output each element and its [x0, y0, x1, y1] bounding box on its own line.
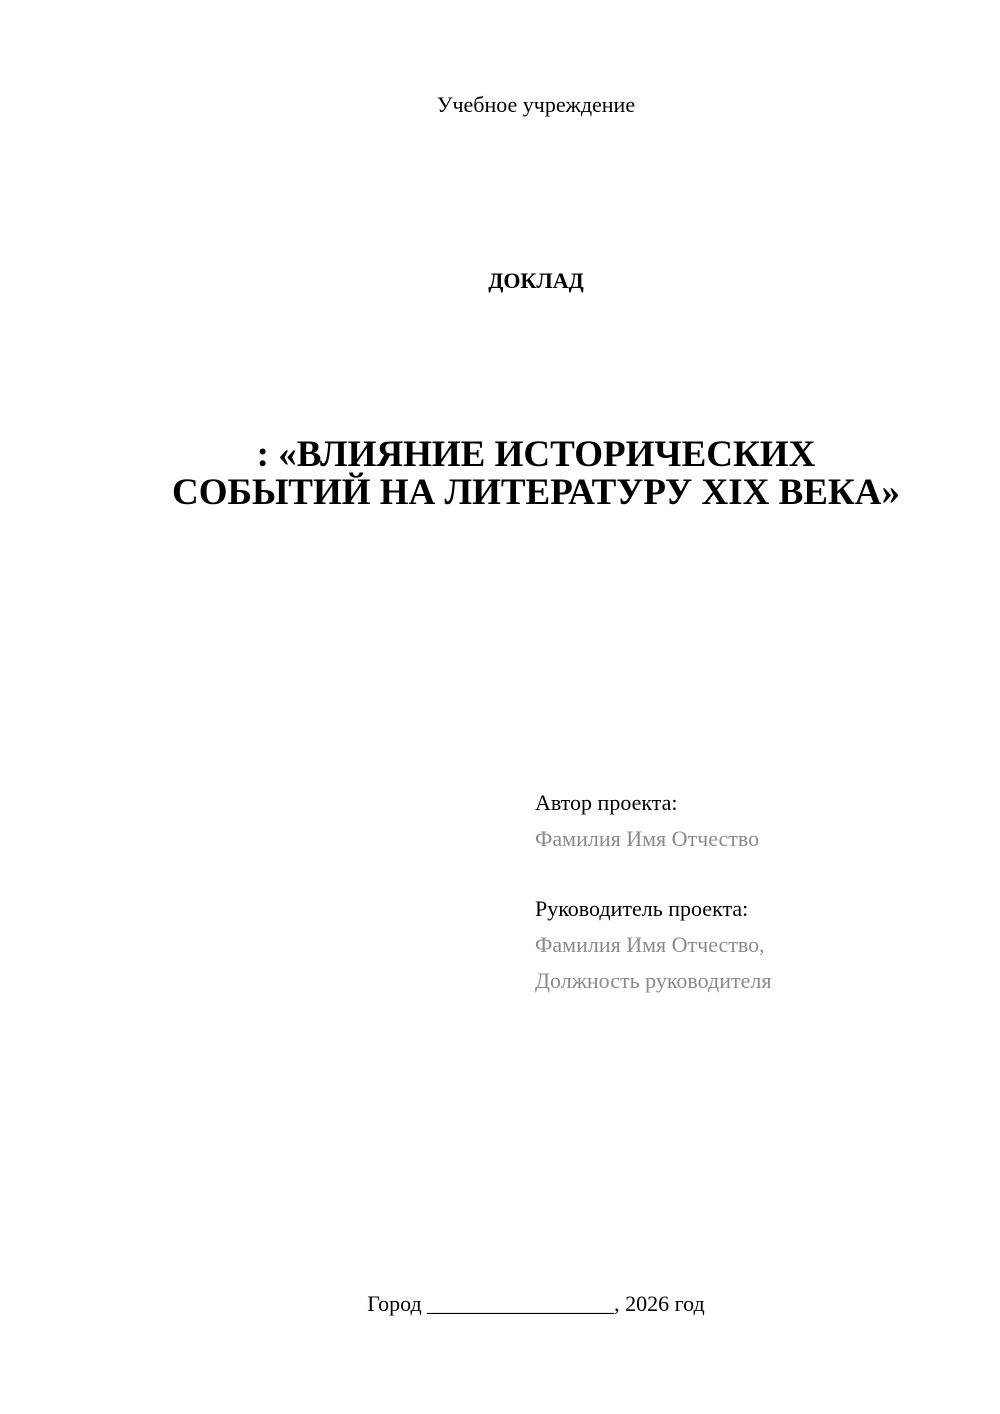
- supervisor-name-placeholder: Фамилия Имя Отчество,: [535, 932, 765, 957]
- author-label: Автор проекта:: [535, 790, 678, 815]
- report-title-line: : «ВЛИЯНИЕ ИСТОРИЧЕСКИХ: [256, 434, 816, 475]
- document-type: ДОКЛАД: [488, 268, 584, 293]
- city-year-footer: Город _________________, 2026 год: [367, 1291, 705, 1316]
- project-info-block: [535, 785, 975, 999]
- report-title-line: СОБЫТИЙ НА ЛИТЕРАТУРУ XIX ВЕКА»: [172, 472, 900, 513]
- supervisor-label: Руководитель проекта:: [535, 896, 749, 921]
- author-name-placeholder: Фамилия Имя Отчество: [535, 826, 760, 851]
- supervisor-position-placeholder: Должность руководителя: [535, 968, 772, 993]
- info-spacer: [535, 857, 975, 891]
- report-title: [100, 436, 972, 512]
- institution-name: Учебное учреждение: [436, 92, 636, 117]
